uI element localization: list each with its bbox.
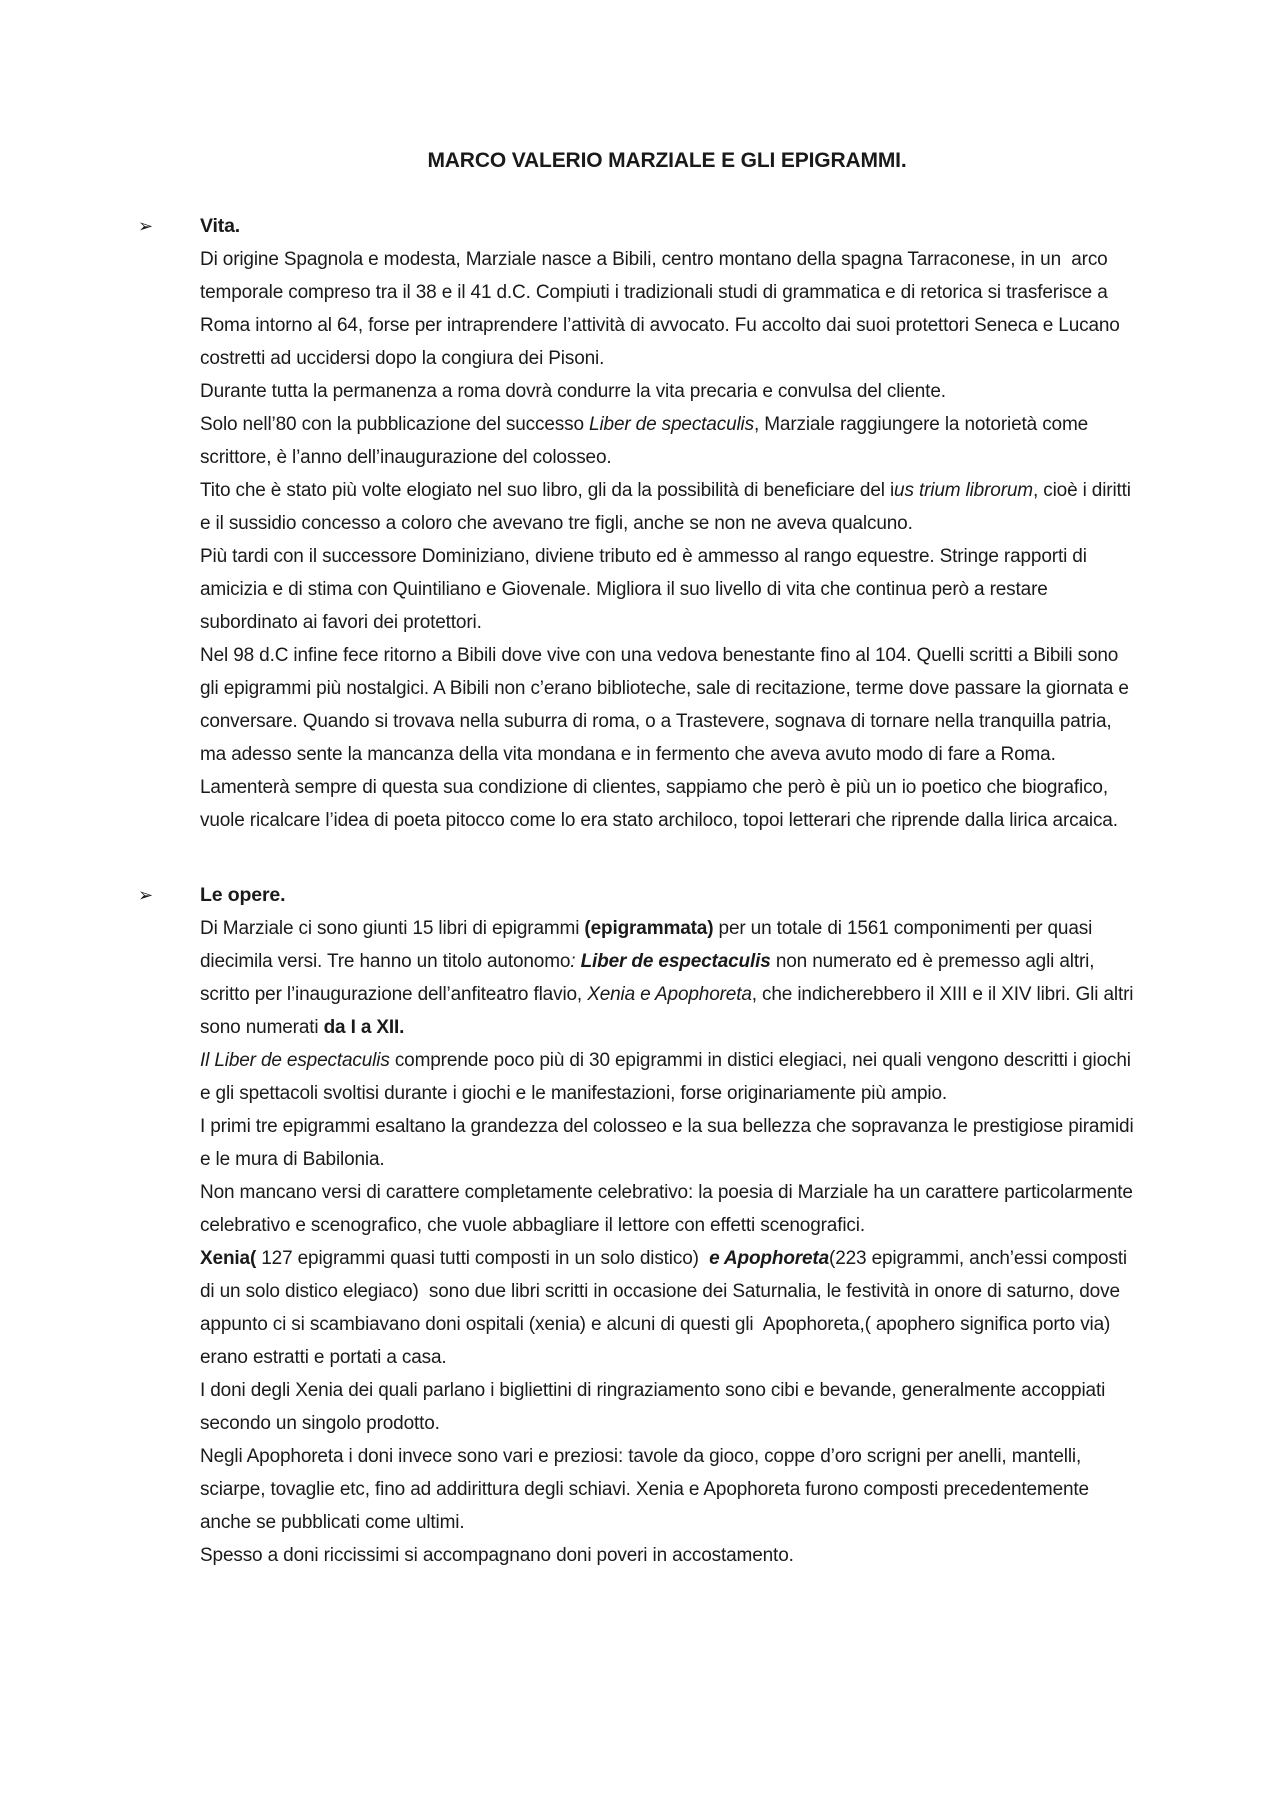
paragraph <box>200 375 1134 408</box>
paragraph <box>200 408 1134 474</box>
paragraph <box>200 474 1137 540</box>
text-run: Xenia( <box>200 1248 257 1269</box>
text-run: Di Marziale ci sono giunti 15 libri di epigrammi <box>200 918 585 939</box>
text-run: per un totale di 1561 componimenti per quasi diecimila versi. Tre hanno un titolo autonomo <box>200 918 1098 972</box>
document-title: MARCO VALERIO MARZIALE E GLI EPIGRAMMI. <box>427 149 907 172</box>
text-run: non numerato ed è premesso agli altri, scritto per l’inaugurazione dell’anfiteatro flavio, <box>200 951 1100 1005</box>
paragraph <box>200 540 1134 639</box>
text-run: Di origine Spagnola e modesta, Marziale nasce a Bibili, centro montano della spagna Tarraconese, in un arco temporale compreso tra il 38 e il 41 d.C. Compiuti i tradizionali studi di grammatica e di retorica si trasferisce a Roma intorno al 64, forse per intraprendere l’attività di avvocato. Fu accolto dai suoi protettori Seneca e Lucano costretti ad uccidersi dopo la congiura dei Pisoni. <box>200 249 1125 369</box>
text-run: Tito che è stato più volte elogiato nel suo libro, gli da la possibilità di beneficiare del i <box>200 480 895 501</box>
paragraph <box>200 639 1134 837</box>
text-run: Liber de spectaculis <box>589 414 754 435</box>
arrow-bullet-icon: ➢ <box>138 885 153 905</box>
text-run: Durante tutta la permanenza a roma dovrà condurre la vita precaria e convulsa del cliente. <box>200 381 946 402</box>
paragraph <box>200 1110 1139 1176</box>
section-heading-row <box>138 210 1134 243</box>
text-run: Liber de espectaculis <box>580 951 771 972</box>
document-body <box>138 210 1139 1572</box>
text-run: e Apophoreta <box>709 1248 830 1269</box>
text-run: da I a XII. <box>323 1017 405 1038</box>
text-run: : <box>570 951 576 972</box>
text-run: (epigrammata) <box>584 918 714 939</box>
text-run: , che indicherebbero il XIII e il XIV libri. Gli altri sono numerati <box>200 984 1139 1038</box>
text-run: Solo nell’80 con la pubblicazione del successo <box>200 414 590 435</box>
paragraph <box>200 1374 1134 1440</box>
text-run: 127 epigrammi quasi tutti composti in un solo distico) <box>256 1248 710 1269</box>
text-run: Nel 98 d.C infine fece ritorno a Bibili dove vive con una vedova benestante fino al 104. Quelli scritti a Bibili sono gli epigrammi più nostalgici. A Bibili non c’erano biblioteche, sale di recitazione, terme dove passare la giornata e conversare. Quando si trovava nella suburra di roma, o a Trastevere, sognava di tornare nella tranquilla patria, ma adesso sente la mancanza della vita mondana e in fermento che aveva avuto modo di fare a Roma. Lamenterà sempre di questa sua condizione di clientes, sappiamo che però è più un io poetico che biografico, vuole ricalcare l’idea di poeta pitocco come lo era stato archiloco, topoi letterari che riprende dalla lirica arcaica. <box>200 645 1134 831</box>
arrow-bullet-icon: ➢ <box>138 216 153 236</box>
paragraph <box>200 1242 1134 1374</box>
document-content <box>138 148 1139 1572</box>
section-heading: Vita. <box>200 215 241 237</box>
paragraph <box>200 1440 1134 1539</box>
text-run: Spesso a doni riccissimi si accompagnano doni poveri in accostamento. <box>200 1545 794 1566</box>
section-paragraphs <box>200 912 1139 1572</box>
text-run: Non mancano versi di carattere completamente celebrativo: la poesia di Marziale ha un carattere particolarmente celebrativo e scenografico, che vuole abbagliare il lettore con effetti scenografici. <box>200 1182 1138 1236</box>
text-run: I primi tre epigrammi esaltano la grandezza del colosseo e la sua bellezza che sopravanza le prestigiose piramidi e le mura di Babilonia. <box>200 1116 1139 1170</box>
section-le-opere <box>138 879 1139 1572</box>
text-run: Xenia e Apophoreta <box>587 984 752 1005</box>
paragraph <box>200 912 1139 1044</box>
section-paragraphs <box>200 243 1137 837</box>
paragraph <box>200 1044 1137 1110</box>
paragraph <box>200 1176 1138 1242</box>
text-run: comprende poco più di 30 epigrammi in distici elegiaci, nei quali vengono descritti i giochi e gli spettacoli svoltisi durante i giochi e le manifestazioni, forse originariamente più ampio. <box>200 1050 1137 1104</box>
paragraph <box>200 243 1134 375</box>
section-vita <box>138 210 1137 837</box>
text-run: Il Liber de espectaculis <box>200 1050 390 1071</box>
text-run: , cioè i diritti e il sussidio concesso a coloro che avevano tre figli, anche se non ne aveva qualcuno. <box>200 480 1137 534</box>
text-run: us trium librorum <box>894 480 1033 501</box>
section-heading-row <box>138 879 1134 912</box>
text-run: I doni degli Xenia dei quali parlano i bigliettini di ringraziamento sono cibi e bevande, generalmente accoppiati secondo un singolo prodotto. <box>200 1380 1111 1434</box>
text-run: , Marziale raggiungere la notorietà come scrittore, è l’anno dell’inaugurazione del colosseo. <box>200 414 1094 468</box>
text-run: Negli Apophoreta i doni invece sono vari e preziosi: tavole da gioco, coppe d’oro scrigni per anelli, mantelli, sciarpe, tovaglie etc, fino ad addirittura degli schiavi. Xenia e Apophoreta furono composti precedentemente anche se pubblicati come ultimi. <box>200 1446 1095 1533</box>
section-heading: Le opere. <box>200 884 286 906</box>
text-run: Più tardi con il successore Dominiziano, diviene tributo ed è ammesso al rango equestre. Stringe rapporti di amicizia e di stima con Quintiliano e Giovenale. Migliora il suo livello di vita che continua però a restare subordinato ai favori dei protettori. <box>200 546 1092 633</box>
text-run: (223 epigrammi, anch’essi composti di un solo distico elegiaco) sono due libri scritti in occasione dei Saturnalia, le festività in onore di saturno, dove appunto ci si scambiavano doni ospitali (xenia) e alcuni di questi gli Apophoreta,( apophero significa porto via) erano estratti e portati a casa. <box>200 1248 1133 1368</box>
paragraph <box>200 1539 1134 1572</box>
